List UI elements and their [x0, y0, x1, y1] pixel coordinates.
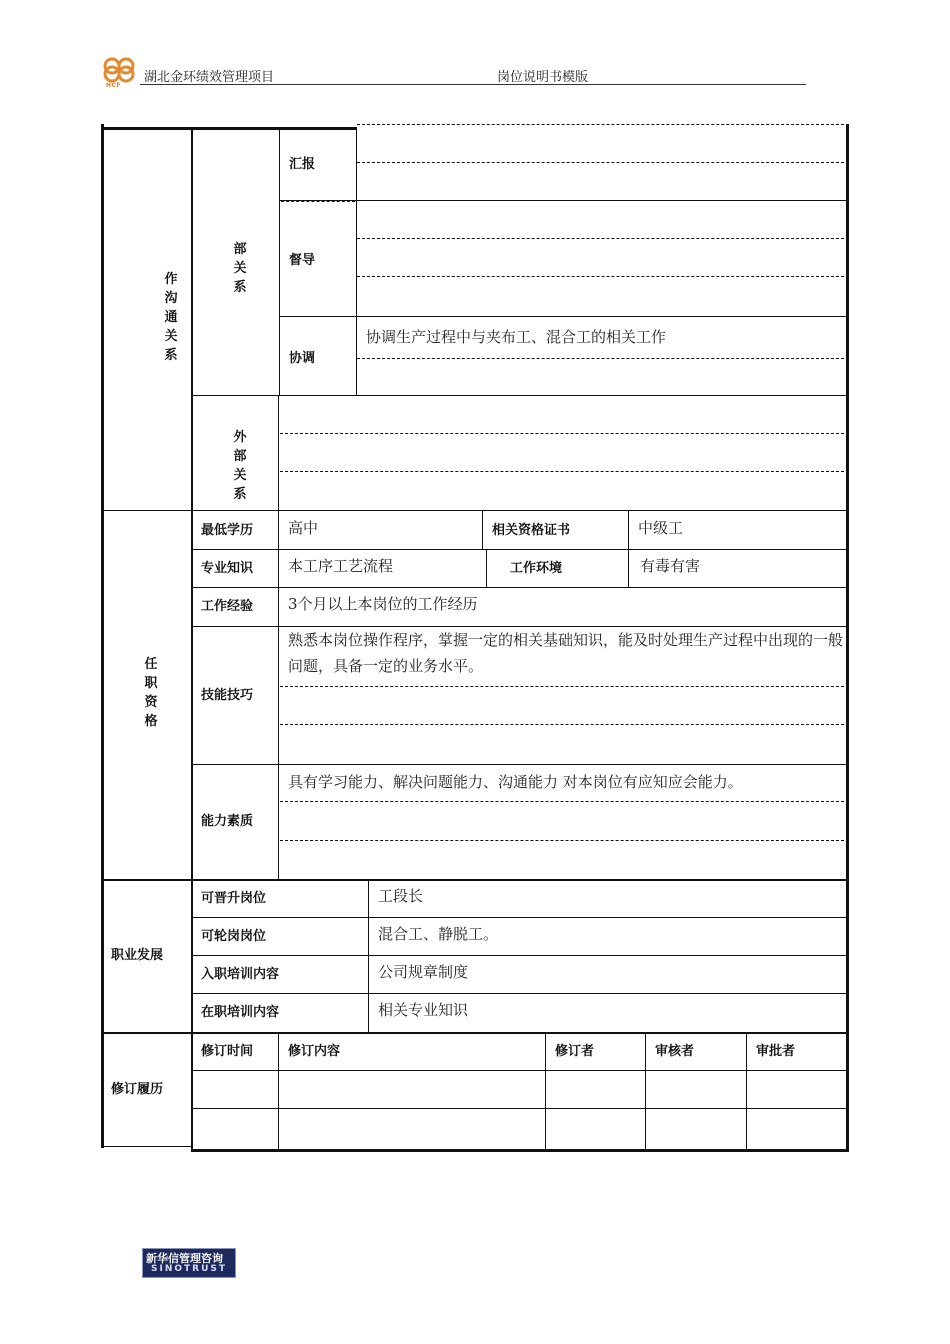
experience-value: 3个月以上本岗位的工作经历 — [288, 595, 478, 613]
col-rule — [279, 127, 280, 395]
col-rule — [356, 127, 357, 395]
header-rule — [140, 84, 806, 85]
ability-value: 具有学习能力、解决问题能力、沟通能力 对本岗位有应知应会能力。 — [288, 773, 743, 791]
skills-value: 熟悉本岗位操作程序，掌握一定的相关基础知识，能及时处理生产过程中出现的一般问题，具备一定的业务水平。 — [288, 631, 844, 675]
blank-line — [280, 471, 844, 472]
coordinate-label: 协调 — [289, 351, 316, 366]
blank-line — [281, 201, 355, 202]
environment-label: 工作环境 — [510, 561, 563, 576]
col-rule — [482, 510, 483, 549]
row-rule — [191, 993, 846, 994]
table-border-bottom — [191, 1149, 849, 1152]
row-rule — [191, 1070, 846, 1071]
career-row-label: 在职培训内容 — [201, 1005, 280, 1020]
row-rule — [101, 1032, 846, 1034]
blank-line — [357, 276, 844, 277]
supervise-label: 督导 — [289, 253, 316, 268]
revision-col-reviser: 修订者 — [555, 1044, 595, 1059]
row-rule — [101, 510, 846, 511]
section-work-communication: 作沟通关系 — [164, 272, 178, 363]
row-rule — [279, 316, 846, 317]
row-rule — [191, 764, 846, 765]
environment-value: 有毒有害 — [640, 557, 701, 575]
footer-logo-en: SINOTRUST — [151, 1264, 228, 1274]
blank-line — [357, 358, 844, 359]
blank-line — [357, 124, 844, 125]
col-rule — [191, 127, 193, 1149]
career-row-label: 可晋升岗位 — [201, 891, 267, 906]
col-rule — [278, 395, 279, 510]
education-value: 高中 — [288, 519, 319, 537]
section-qualification: 任职资格 — [144, 657, 158, 729]
sinotrust-logo — [142, 1248, 236, 1278]
career-row-label: 入职培训内容 — [201, 967, 280, 982]
certificate-value: 中级工 — [638, 519, 684, 537]
career-row-label: 可轮岗岗位 — [201, 929, 267, 944]
report-label: 汇报 — [289, 157, 316, 172]
blank-line — [280, 840, 844, 841]
ability-label: 能力素质 — [201, 814, 254, 829]
revision-col-reviewer: 审核者 — [655, 1044, 695, 1059]
col-rule — [278, 1032, 279, 1152]
career-row-value: 相关专业知识 — [378, 1001, 469, 1019]
revision-col-date: 修订时间 — [201, 1044, 254, 1059]
blank-line — [280, 686, 844, 687]
blank-line — [280, 724, 844, 725]
knowledge-label: 专业知识 — [201, 561, 254, 576]
skills-label: 技能技巧 — [201, 688, 254, 703]
blank-line — [357, 162, 844, 163]
row-rule — [191, 549, 846, 550]
document-title: 岗位说明书模版 — [497, 70, 589, 85]
experience-label: 工作经验 — [201, 599, 254, 614]
table-border-right — [846, 124, 849, 1152]
career-row-value: 工段长 — [378, 887, 424, 905]
education-label: 最低学历 — [201, 523, 254, 538]
blank-line — [280, 433, 844, 434]
col-rule — [645, 1032, 646, 1152]
row-rule — [191, 955, 846, 956]
project-name: 湖北金环绩效管理项目 — [144, 70, 275, 85]
row-rule — [279, 200, 846, 201]
logo-text: HCF — [106, 82, 122, 89]
row-rule — [191, 587, 846, 588]
table-border-bottom-left — [101, 1146, 191, 1147]
section-career: 职业发展 — [111, 948, 164, 963]
internal-relations-label: 部关系 — [233, 242, 247, 295]
row-rule — [191, 917, 846, 918]
col-rule — [486, 549, 487, 587]
row-rule — [101, 879, 846, 881]
row-rule — [191, 127, 357, 130]
revision-col-approver: 审批者 — [756, 1044, 796, 1059]
career-row-value: 混合工、静脱工。 — [378, 925, 499, 943]
col-rule — [746, 1032, 747, 1152]
col-rule — [278, 510, 279, 879]
knowledge-value: 本工序工艺流程 — [288, 557, 394, 575]
certificate-label: 相关资格证书 — [492, 523, 571, 538]
blank-line — [280, 801, 844, 802]
row-rule — [101, 127, 191, 130]
revision-col-content: 修订内容 — [288, 1044, 341, 1059]
external-relations-label: 外部关系 — [233, 430, 247, 502]
section-revision: 修订履历 — [111, 1082, 164, 1097]
row-rule — [191, 395, 846, 396]
col-rule — [545, 1032, 546, 1152]
coordinate-value: 协调生产过程中与夹布工、混合工的相关工作 — [366, 328, 667, 346]
footer-logo-cn: 新华信管理咨询 — [146, 1252, 223, 1265]
row-rule — [191, 1108, 846, 1109]
blank-line — [357, 238, 844, 239]
career-row-value: 公司规章制度 — [378, 963, 469, 981]
table-border-left — [101, 124, 104, 1148]
